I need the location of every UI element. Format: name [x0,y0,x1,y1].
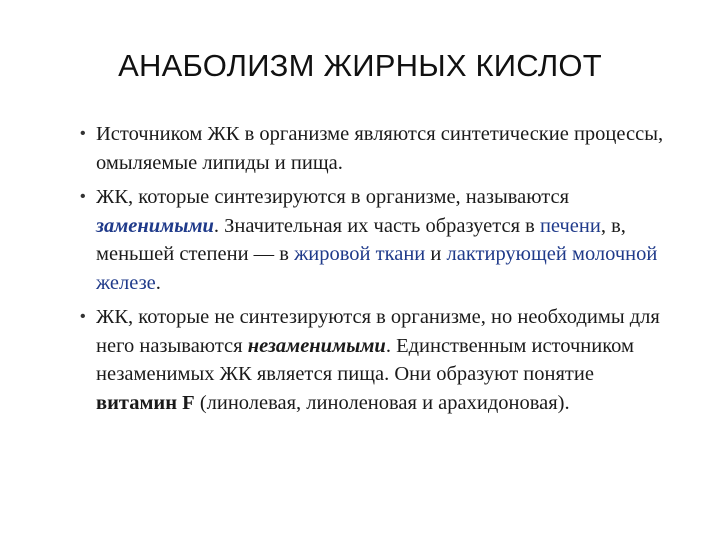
bullet-text: . Значительная их часть образуется в [213,214,540,237]
bullet-text: , в, меньшей степени — в [96,214,626,265]
bullet-item-sources [80,120,670,177]
slide-title: АНАБОЛИЗМ ЖИРНЫХ КИСЛОТ [118,48,602,83]
bullet-text: . Единственным источником незаменимых ЖК является пища. Они образуют понятие [96,334,634,385]
bullet-text: ЖК, которые не синтезируются в организме, но необходимы для него называются [96,306,660,357]
bullet-marker: • [80,125,86,142]
bullet-text: и [425,243,447,265]
bullet-item-replaceable [80,183,670,297]
bullet-text: Источником ЖК в организме являются синтетические процессы, омыляемые липиды и пища. [96,123,664,174]
link-liver: печени [539,214,601,237]
bullet-text: ЖК, которые синтезируются в организме, называются [96,186,570,208]
bullet-list [80,120,670,423]
bullet-item-essential [80,303,670,417]
term-replaceable: заменимыми [96,214,214,237]
bullet-text: . [155,271,161,294]
bullet-marker: • [80,188,86,205]
term-essential: незаменимыми [247,334,386,357]
bullet-text: (линолевая, линоленовая и арахидоновая). [194,391,570,414]
link-adipose-tissue: жировой ткани [294,243,426,265]
link-mammary-gland: лактирующей молочной железе [96,243,658,294]
term-vitamin-f: витамин F [96,391,195,414]
bullet-marker: • [80,308,86,325]
